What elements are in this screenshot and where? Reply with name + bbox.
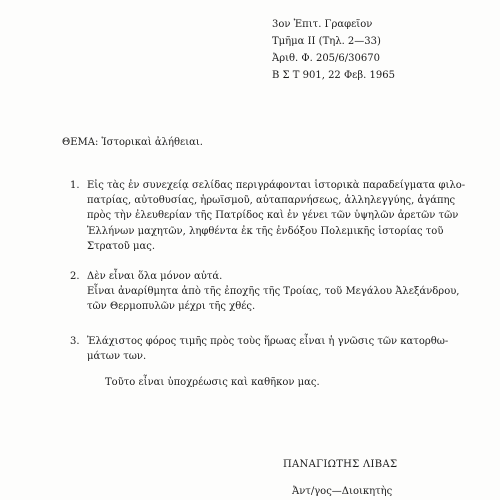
paragraph-line: μάτων των. xyxy=(87,351,147,363)
paragraph-3 xyxy=(70,334,449,364)
signatory-title: Ἀντ/γος—Διοικητὴς xyxy=(292,486,393,497)
paragraph-line: Ἑλλήνων μαχητῶν, ληφθέντα ἐκ τῆς ἐνδόξου Πολεμικῆς ἱστορίας τοῦ xyxy=(87,225,444,237)
paragraph-number: 3. xyxy=(70,336,80,347)
header-reference-line: Ἀριθ. Φ. 205/6/30670 xyxy=(272,53,380,64)
paragraph-line: πρὸς τὴν ἐλευθερίαν τῆς Πατρίδος καὶ ἐν γένει τῶν ὑψηλῶν ἀρετῶν τῶν xyxy=(87,210,459,222)
paragraph-line: τῶν Θερμοπυλῶν μέχρι τῆς χθές. xyxy=(87,301,256,313)
header-date-line: Β Σ Τ 901, 22 Φεβ. 1965 xyxy=(272,70,395,81)
paragraph-1 xyxy=(70,178,466,254)
header-office-line: 3ον Ἐπιτ. Γραφεῖον xyxy=(272,19,373,30)
closing-sentence: Τοῦτο εἶναι ὑποχρέωσις καὶ καθῆκον μας. xyxy=(105,377,320,388)
paragraph-line: Εἰς τὰς ἐν συνεχείᾳ σελίδας περιγράφονται ἱστορικὰ παραδείγματα φιλο- xyxy=(87,180,466,191)
paragraph-line: πατρίας, αὐτοθυσίας, ἡρωϊσμοῦ, αὐταπαρνήσεως, ἀλληλεγγύης, ἀγάπης xyxy=(87,195,456,207)
subject-line: ΘΕΜΑ: Ἱστορικαὶ ἀλήθειαι. xyxy=(62,137,203,148)
paragraph-line: Στρατοῦ μας. xyxy=(87,240,156,252)
paragraph-number: 1. xyxy=(70,180,80,191)
header-section-line: Τμῆμα ΙΙ (Τηλ. 2—33) xyxy=(272,36,381,47)
paragraph-line: Εἶναι ἀναρίθμητα ἀπὸ τῆς ἐποχῆς τῆς Τροίας, τοῦ Μεγάλου Ἀλεξάνδρου, xyxy=(87,286,460,298)
paragraph-number: 2. xyxy=(70,271,80,282)
paragraph-line: Δὲν εἶναι ὅλα μόνον αὐτά. xyxy=(87,271,223,282)
paragraph-2 xyxy=(70,269,460,315)
paragraph-line: Ἐλάχιστος φόρος τιμῆς πρὸς τοὺς ἥρωας εἶναι ἡ γνῶσις τῶν κατορθω- xyxy=(87,336,449,347)
signatory-name: ΠΑΝΑΓΙΩΤΗΣ ΛΙΒΑΣ xyxy=(283,459,398,470)
office-header xyxy=(272,16,395,84)
